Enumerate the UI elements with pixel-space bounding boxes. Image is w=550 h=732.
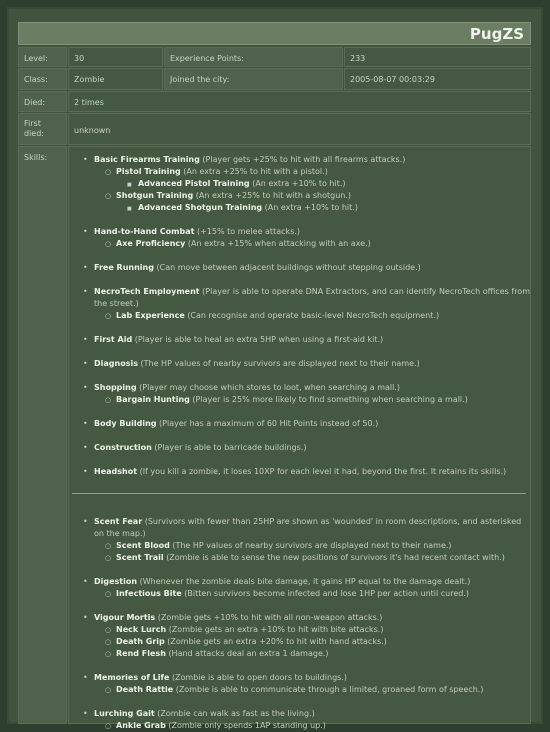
skill-description: (Player is able to barricade buildings.) — [154, 443, 307, 452]
class-value: Zombie — [68, 68, 163, 90]
sub-skill-list — [94, 238, 530, 250]
player-name: PugZS — [469, 25, 524, 43]
skill-name: Lurching Gait — [94, 709, 155, 718]
skill-name: Shopping — [94, 383, 137, 392]
sub-skill-list — [116, 178, 530, 190]
skill-basic-firearms-training — [69, 154, 530, 214]
skill-infectious-bite — [94, 588, 530, 600]
zombie-skill-list — [69, 516, 530, 732]
skill-description: (An extra +15% when attacking with an axe.) — [187, 239, 371, 248]
sub-skill-list — [94, 394, 530, 406]
skill-description: (If you kill a zombie, it loses 10XP for each level it had, beyond the first. It retains its skills.) — [139, 467, 507, 476]
skill-name: Memories of Life — [94, 673, 170, 682]
skill-name: Death Rattle — [116, 685, 174, 694]
skill-description: (The HP values of nearby survivors are displayed next to their name.) — [172, 541, 452, 550]
class-label: Class: — [18, 68, 67, 90]
skill-description: (Player is able to heal an extra 5HP when using a first-aid kit.) — [134, 335, 384, 344]
skill-lurching-gait — [69, 708, 530, 732]
skill-advanced-pistol-training — [116, 178, 530, 190]
skill-name: Bargain Hunting — [116, 395, 190, 404]
first-died-value: unknown — [68, 113, 531, 145]
skill-rend-flesh — [94, 648, 530, 660]
skill-name: Shotgun Training — [116, 191, 194, 200]
skill-first-aid — [69, 334, 530, 346]
skill-description: (Can recognise and operate basic-level NecroTech equipment.) — [187, 311, 440, 320]
profile-title-bar — [18, 22, 531, 45]
human-skill-list — [69, 154, 530, 478]
skill-name: Advanced Pistol Training — [138, 179, 250, 188]
skill-description: (Player has a maximum of 60 Hit Points instead of 50.) — [159, 419, 379, 428]
skill-description: (+15% to melee attacks.) — [196, 227, 300, 236]
skill-neck-lurch — [94, 624, 530, 636]
skill-name: Headshot — [94, 467, 138, 476]
skill-name: Body Building — [94, 419, 157, 428]
skill-description: (Can move between adjacent buildings without stepping outside.) — [156, 263, 421, 272]
skill-vigour-mortis — [69, 612, 530, 660]
skill-description: (Zombie only spends 1AP standing up.) — [168, 721, 326, 730]
first-died-label: First died: — [18, 113, 67, 145]
skill-description: (Survivors with fewer than 25HP are shown as 'wounded' in room descriptions, and asterisked on the map.) — [94, 517, 522, 538]
skill-ankle-grab — [94, 720, 530, 732]
skill-description: (Zombie gets +10% to hit with all non-weapon attacks.) — [157, 613, 383, 622]
skill-name: Vigour Mortis — [94, 613, 156, 622]
xp-value: 233 — [344, 47, 531, 67]
skill-description: (Zombie can walk as fast as the living.) — [157, 709, 315, 718]
skill-description: (The HP values of nearby survivors are displayed next to their name.) — [140, 359, 420, 368]
skill-death-rattle — [94, 684, 530, 696]
skill-name: Pistol Training — [116, 167, 181, 176]
skill-name: Scent Trail — [116, 553, 164, 562]
skill-name: Diagnosis — [94, 359, 138, 368]
skill-bargain-hunting — [94, 394, 530, 406]
sub-skill-list — [94, 684, 530, 696]
died-label: Died: — [18, 91, 67, 112]
level-value: 30 — [68, 47, 163, 67]
skill-description: (Zombie is able to communicate through a limited, groaned form of speech.) — [175, 685, 484, 694]
skill-name: NecroTech Employment — [94, 287, 200, 296]
skill-description: (Hand attacks deal an extra 1 damage.) — [168, 649, 329, 658]
sub-skill-list — [94, 588, 530, 600]
skill-name: Digestion — [94, 577, 138, 586]
sub-skill-list — [94, 624, 530, 660]
skill-description: (Player gets +25% to hit with all firearms attacks.) — [202, 155, 406, 164]
skill-name: Axe Proficiency — [116, 239, 186, 248]
skill-shotgun-training — [94, 190, 530, 214]
skill-memories-of-life — [69, 672, 530, 696]
skill-name: Ankle Grab — [116, 721, 166, 730]
skill-free-running — [69, 262, 530, 274]
skill-name: Infectious Bite — [116, 589, 182, 598]
skills-panel — [68, 146, 531, 730]
skill-construction — [69, 442, 530, 454]
skill-name: Hand-to-Hand Combat — [94, 227, 195, 236]
skill-name: Scent Fear — [94, 517, 143, 526]
skill-pistol-training — [94, 166, 530, 190]
level-label: Level: — [18, 47, 67, 67]
skill-body-building — [69, 418, 530, 430]
skill-hand-to-hand-combat — [69, 226, 530, 250]
skill-description: (Zombie is able to open doors to buildings.) — [171, 673, 347, 682]
skill-lab-experience — [94, 310, 530, 322]
skill-name: Basic Firearms Training — [94, 155, 200, 164]
skill-axe-proficiency — [94, 238, 530, 250]
xp-label: Experience Points: — [164, 47, 343, 67]
skill-scent-fear — [69, 516, 530, 564]
skill-description: (Zombie gets an extra +20% to hit with hand attacks.) — [167, 637, 387, 646]
skill-scent-blood — [94, 540, 530, 552]
skill-name: Scent Blood — [116, 541, 170, 550]
sub-skill-list — [94, 166, 530, 214]
skill-headshot — [69, 466, 530, 478]
skill-name: Advanced Shotgun Training — [138, 203, 263, 212]
sub-skill-list — [94, 540, 530, 564]
sub-skill-list — [116, 202, 530, 214]
skill-description: (Player may choose which stores to loot, when searching a mall.) — [139, 383, 401, 392]
skill-description: (An extra +25% to hit with a shotgun.) — [195, 191, 352, 200]
skill-divider — [72, 493, 526, 494]
skill-description: (Whenever the zombie deals bite damage, it gains HP equal to the damage dealt.) — [139, 577, 471, 586]
skill-necrotech-employment — [69, 286, 530, 322]
skill-description: (An extra +25% to hit with a pistol.) — [183, 167, 328, 176]
skill-death-grip — [94, 636, 530, 648]
joined-label: Joined the city: — [164, 68, 343, 90]
died-value: 2 times — [68, 91, 531, 112]
sub-skill-list — [94, 720, 530, 732]
skill-description: (Player is able to operate DNA Extractors, and can identify NecroTech offices from the street.) — [94, 287, 530, 308]
skill-advanced-shotgun-training — [116, 202, 530, 214]
skill-description: (An extra +10% to hit.) — [264, 203, 358, 212]
skills-label: Skills: — [18, 146, 67, 724]
skill-name: Death Grip — [116, 637, 165, 646]
skill-name: Rend Flesh — [116, 649, 166, 658]
skill-description: (Zombie is able to sense the new positions of survivors it's had recent contact with.) — [166, 553, 505, 562]
skill-diagnosis — [69, 358, 530, 370]
skill-shopping — [69, 382, 530, 406]
skill-digestion — [69, 576, 530, 600]
skill-name: Free Running — [94, 263, 154, 272]
skill-name: First Aid — [94, 335, 133, 344]
joined-value: 2005-08-07 00:03:29 — [344, 68, 531, 90]
skill-name: Neck Lurch — [116, 625, 167, 634]
skill-scent-trail — [94, 552, 530, 564]
skill-description: (Bitten survivors become infected and lose 1HP per action until cured.) — [184, 589, 470, 598]
sub-skill-list — [94, 310, 530, 322]
skill-description: (Player is 25% more likely to find something when searching a mall.) — [192, 395, 468, 404]
skill-description: (An extra +10% to hit.) — [252, 179, 346, 188]
skill-description: (Zombie gets an extra +10% to hit with bite attacks.) — [168, 625, 384, 634]
skill-name: Lab Experience — [116, 311, 185, 320]
skill-name: Construction — [94, 443, 152, 452]
